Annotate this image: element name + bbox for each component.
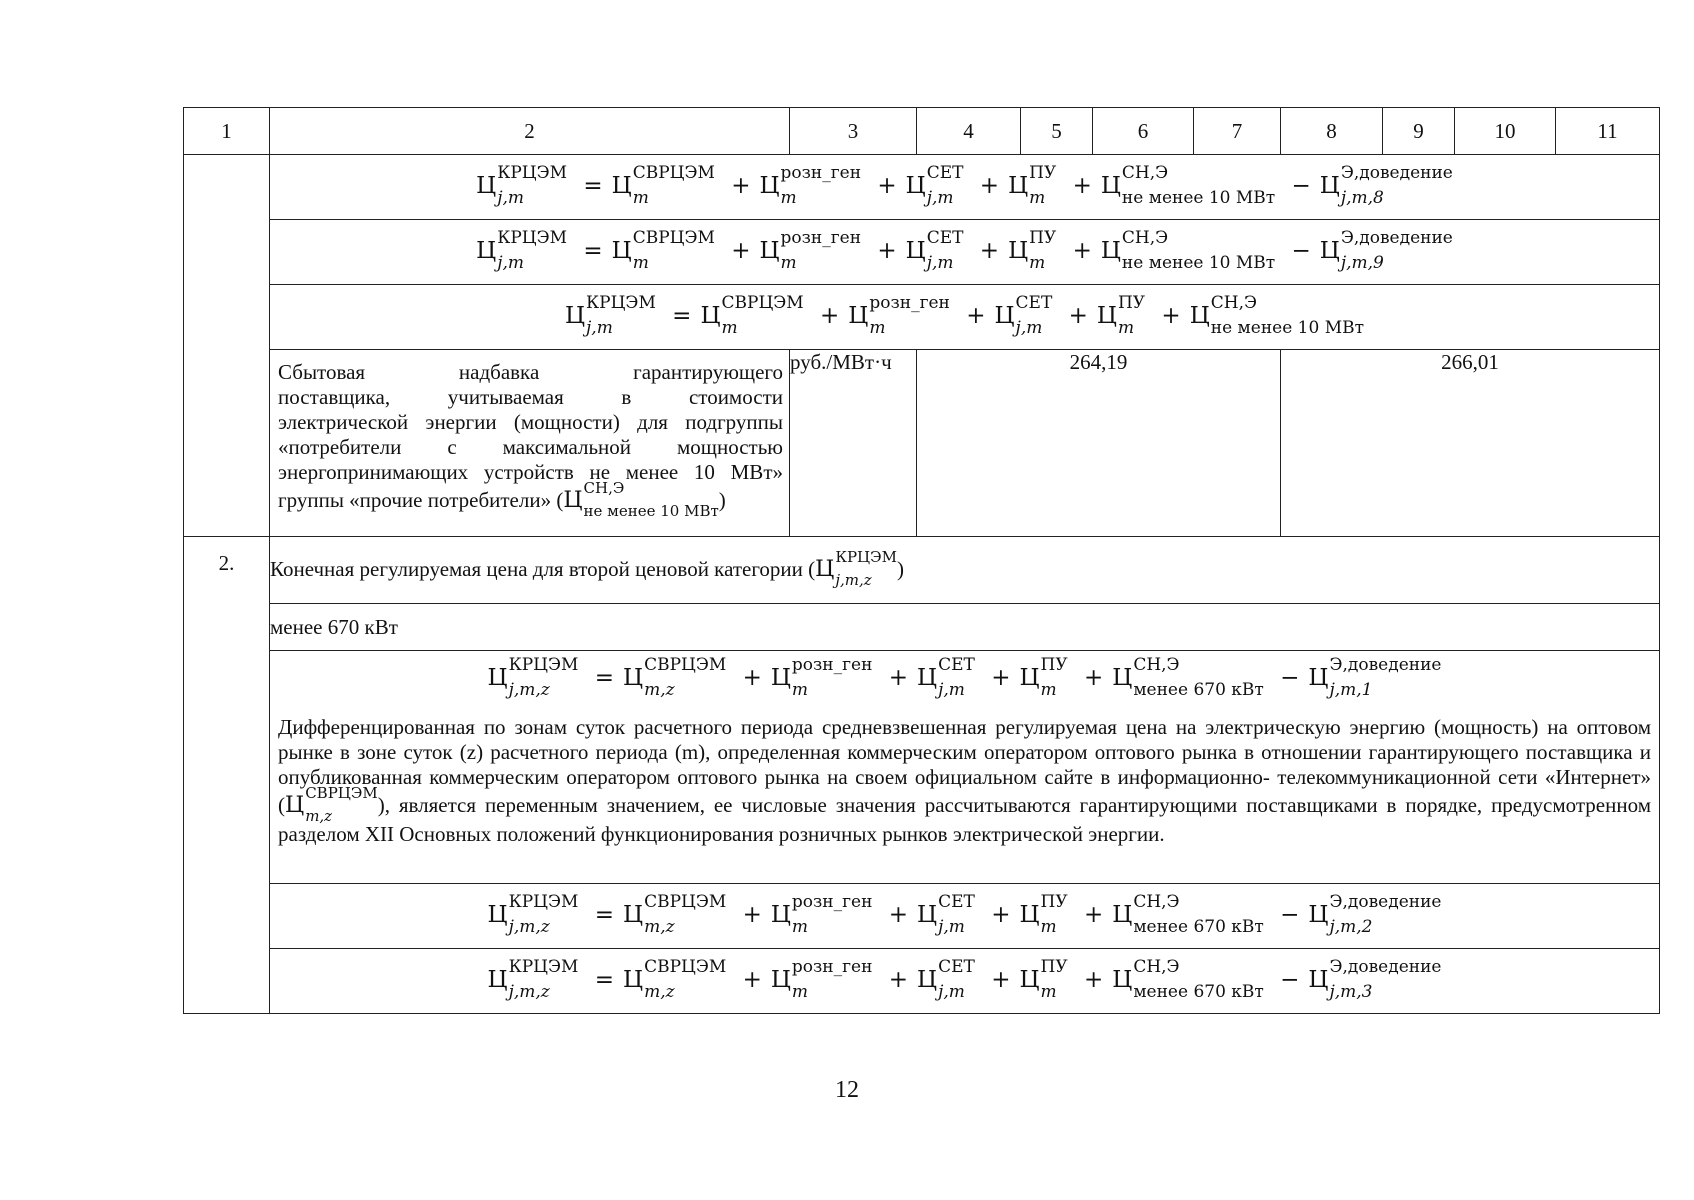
col-header-2: 2: [270, 108, 790, 155]
desc-line: энергопринимающих устройств не менее 10 МВт»: [278, 460, 783, 484]
page-number: 12: [835, 1077, 859, 1103]
col-header-1: 1: [184, 108, 270, 155]
formula-row: [184, 220, 1660, 285]
markup-row: [184, 350, 1660, 537]
markup-description-cell: [270, 350, 790, 537]
formula-row: [184, 155, 1660, 220]
value-cell-1: 264,19: [917, 350, 1281, 537]
category-label-row: [184, 604, 1660, 651]
formula-z-3: Ц КРЦЭМ j,m,z = Ц СВРЦЭМ m,z + Ц розн_ген m + Ц СЕТ j,m + Ц ПУ m + Ц СН,Э менее 670 кВт − Ц Э,доведение j,m,3: [270, 949, 1660, 1014]
definition-paragraph: Дифференцированная по зонам суток расчетного периода средневзвешенная регулируемая цена на электрическую энергию (мощность) на оптовом рынке в зоне суток (z) расчетного периода (m), определенная коммерческим оператором оптового рынка в отношении гарантирующего поставщика и опубликованная коммерческим оператором оптового рынка на своем официальном сайте в информационно- телекоммуникационной сети «Интернет» (Ц СВРЦЭМ m,z ), является переменным значением, ее числовые значения рассчитываются гарантирующими поставщиками в порядке, предусмотренном разделом XII Основных положений функционирования розничных рынков электрической энергии.: [278, 715, 1651, 846]
formula-z-2: Ц КРЦЭМ j,m,z = Ц СВРЦЭМ m,z + Ц розн_ген m + Ц СЕТ j,m + Ц ПУ m + Ц СН,Э менее 670 кВт − Ц Э,доведение j,m,2: [270, 884, 1660, 949]
desc-line: электрической энергии (мощности) для подгруппы: [278, 410, 783, 434]
col-header-4: 4: [917, 108, 1021, 155]
formula-description-row: [184, 651, 1660, 884]
unit-cell: руб./МВт·ч: [790, 350, 917, 537]
tariff-table: [183, 107, 1660, 1014]
col-header-3: 3: [790, 108, 917, 155]
value-cell-2: 266,01: [1281, 350, 1660, 537]
col-header-7: 7: [1194, 108, 1281, 155]
desc-line: Сбытовая надбавка гарантирующего: [278, 360, 783, 384]
section-number: 2.: [184, 537, 270, 1014]
col-header-10: 10: [1455, 108, 1556, 155]
formula-row: [184, 285, 1660, 350]
formula-description-cell: [270, 651, 1660, 884]
formula-row: [184, 949, 1660, 1014]
header-row: [184, 108, 1660, 155]
section-2-title-row: [184, 537, 1660, 604]
section-title: Конечная регулируемая цена для второй ценовой категории (Ц КРЦЭМ j,m,z ): [270, 537, 1660, 604]
desc-line-last: группы «прочие потребители» (Ц СН,Э не менее 10 МВт ): [278, 479, 726, 520]
desc-line: «потребители с максимальной мощностью: [278, 435, 783, 459]
col-header-11: 11: [1556, 108, 1660, 155]
category-label: менее 670 кВт: [270, 604, 1660, 651]
empty-number-cell: [184, 155, 270, 537]
col-header-5: 5: [1021, 108, 1093, 155]
formula-z-1: Ц КРЦЭМ j,m,z = Ц СВРЦЭМ m,z + Ц розн_ген m + Ц СЕТ j,m + Ц ПУ m + Ц СН,Э менее 670 кВт − Ц Э,доведение j,m,1: [487, 655, 1442, 700]
formula-krcem-base: Ц КРЦЭМ j,m = Ц СВРЦЭМ m + Ц розн_ген m + Ц СЕТ j,m + Ц ПУ m + Ц СН,Э не менее 10 МВт: [270, 285, 1660, 350]
col-header-6: 6: [1093, 108, 1194, 155]
formula-krcem-8: Ц КРЦЭМ j,m = Ц СВРЦЭМ m + Ц розн_ген m + Ц СЕТ j,m + Ц ПУ m + Ц СН,Э не менее 10 МВт − Ц Э,доведение j,m,8: [270, 155, 1660, 220]
formula-row: [184, 884, 1660, 949]
col-header-9: 9: [1383, 108, 1455, 155]
formula-krcem-9: Ц КРЦЭМ j,m = Ц СВРЦЭМ m + Ц розн_ген m + Ц СЕТ j,m + Ц ПУ m + Ц СН,Э не менее 10 МВт − Ц Э,доведение j,m,9: [270, 220, 1660, 285]
col-header-8: 8: [1281, 108, 1383, 155]
desc-line: поставщика, учитываемая в стоимости: [278, 385, 783, 409]
